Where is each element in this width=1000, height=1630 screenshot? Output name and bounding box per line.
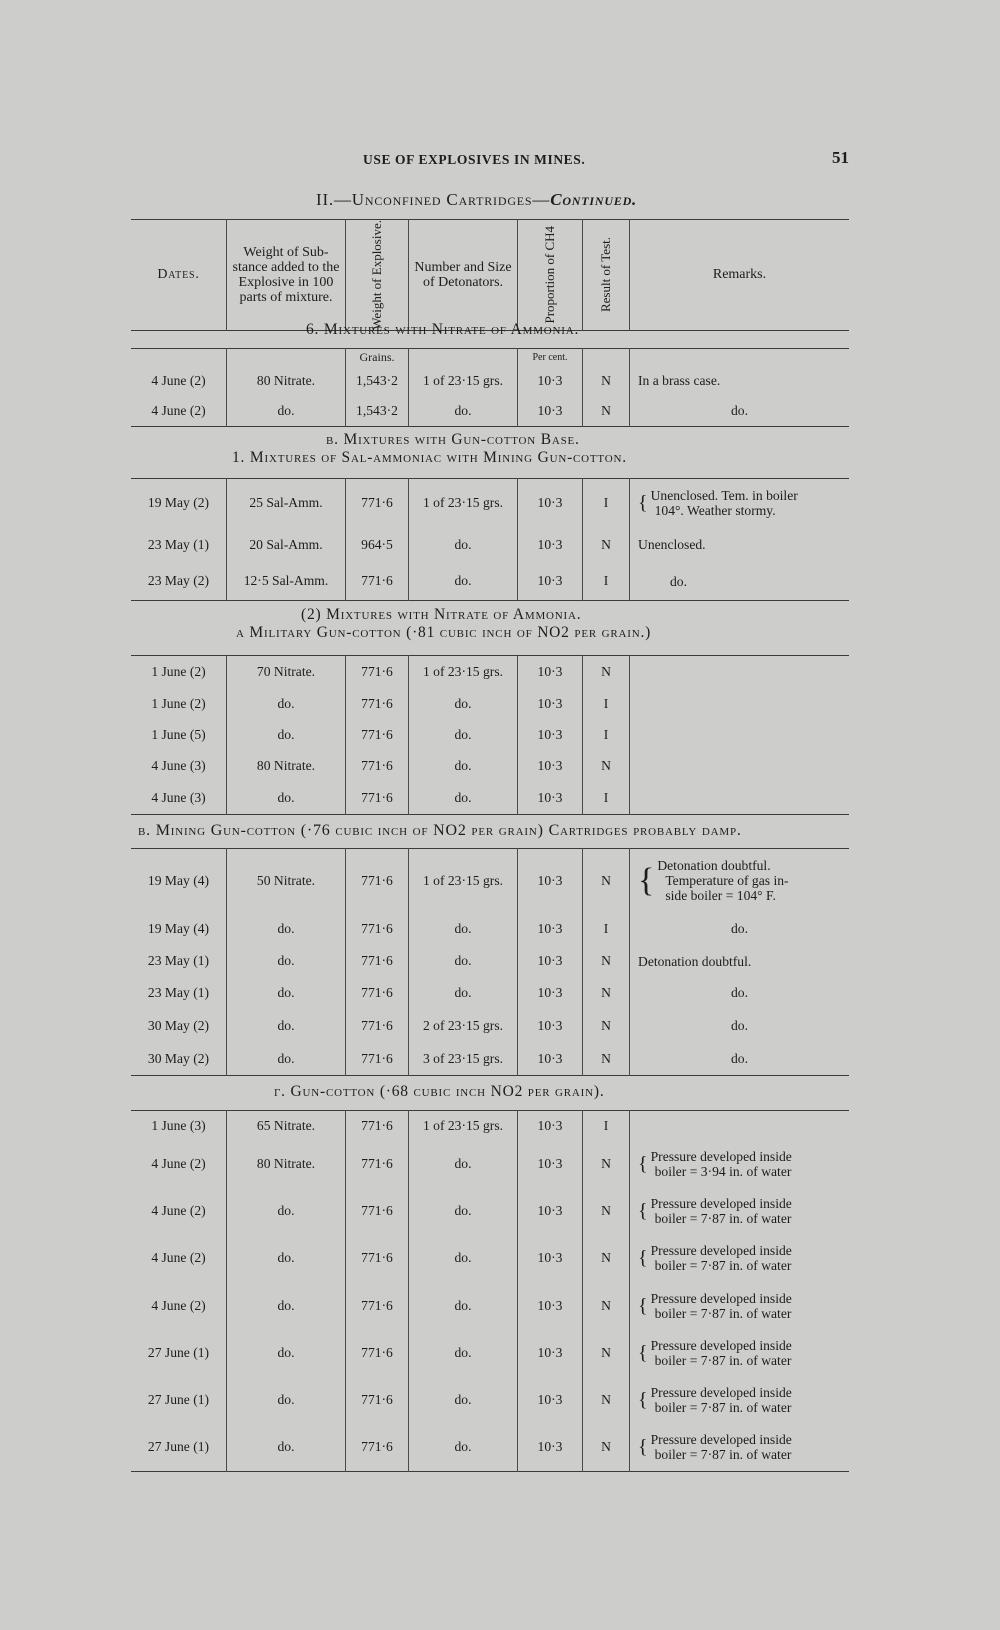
table-row: 4 June (2) 80 Nitrate. 1,543·2 1 of 23·15 grs. 10·3 N In a brass case. bbox=[131, 366, 849, 396]
brace: { bbox=[638, 1294, 648, 1317]
section-title: (2) Mixtures with Nitrate of Ammonia. bbox=[301, 606, 582, 623]
table-row: 30 May (2) do. 771·6 3 of 23·15 grs. 10·3 N do. bbox=[131, 1042, 849, 1075]
unit-label: Grains. bbox=[346, 349, 409, 366]
header-weight-explosive: Weight of Explosive. bbox=[346, 220, 409, 331]
table-row: 4 June (2) do. 1,543·2 do. 10·3 N do. bbox=[131, 396, 849, 427]
table-row: 27 June (1) do. 771·6 do. 10·3 N { Pressure developed inside boiler = 7·87 in. of water bbox=[131, 1329, 849, 1376]
section-title: b. Mixtures with Gun-cotton Base. bbox=[326, 431, 580, 448]
table-row: 23 May (1) do. 771·6 do. 10·3 N do. bbox=[131, 977, 849, 1009]
page-number: 51 bbox=[832, 148, 849, 167]
header-proportion: Proportion of CH4 bbox=[518, 220, 583, 331]
header-dates: Dates. bbox=[157, 267, 200, 283]
table-row: 23 May (2) 12·5 Sal-Amm. 771·6 do. 10·3 I do. bbox=[131, 563, 849, 601]
data-table bbox=[131, 655, 849, 815]
section-title: β. Mining Gun-cotton (·76 cubic inch of NO2 per grain) Cartridges probably damp. bbox=[138, 822, 742, 839]
running-head: USE OF EXPLOSIVES IN MINES. bbox=[363, 152, 586, 167]
data-table bbox=[131, 348, 849, 427]
table-row: 4 June (3) do. 771·6 do. 10·3 I bbox=[131, 782, 849, 814]
brace: { bbox=[638, 491, 648, 514]
table-row: 4 June (3) 80 Nitrate. 771·6 do. 10·3 N bbox=[131, 751, 849, 782]
unit-label: Per cent. bbox=[518, 349, 583, 366]
brace: { bbox=[638, 1200, 648, 1223]
table-row: 27 June (1) do. 771·6 do. 10·3 N { Pressure developed inside boiler = 7·87 in. of water bbox=[131, 1424, 849, 1472]
table-row: 1 June (2) 70 Nitrate. 771·6 1 of 23·15 grs. 10·3 N bbox=[131, 656, 849, 688]
table-title: II.—Unconfined Cartridges—Continued. bbox=[316, 190, 638, 209]
section-title: γ. Gun-cotton (·68 cubic inch NO2 per grain). bbox=[274, 1083, 605, 1100]
table-row: 4 June (2) 80 Nitrate. 771·6 do. 10·3 N { Pressure developed inside boiler = 3·94 in. of water bbox=[131, 1141, 849, 1188]
table-row: 1 June (5) do. 771·6 do. 10·3 I bbox=[131, 719, 849, 750]
header-detonators: Number and Size of Detonators. bbox=[409, 220, 518, 331]
brace: { bbox=[638, 1247, 648, 1270]
section-title: 6. Mixtures with Nitrate of Ammonia. bbox=[306, 321, 580, 338]
header-weight-substance: Weight of Sub-stance added to the Explosive in 100 parts of mixture. bbox=[227, 220, 346, 331]
table-row: 4 June (2) do. 771·6 do. 10·3 N { Pressure developed inside boiler = 7·87 in. of water bbox=[131, 1188, 849, 1235]
table-row: 4 June (2) do. 771·6 do. 10·3 N { Pressure developed inside boiler = 7·87 in. of water bbox=[131, 1235, 849, 1282]
table-row: 19 May (4) 50 Nitrate. 771·6 1 of 23·15 grs. 10·3 N { Detonation doubtful. Temperature of gas in- side boiler = 104° F. bbox=[131, 849, 849, 913]
header-remarks: Remarks. bbox=[630, 220, 850, 331]
table-row: 1 June (3) 65 Nitrate. 771·6 1 of 23·15 grs. 10·3 I bbox=[131, 1111, 849, 1141]
table-row: 19 May (2) 25 Sal-Amm. 771·6 1 of 23·15 grs. 10·3 I { Unenclosed. Tem. in boiler 104°. Weather stormy. bbox=[131, 479, 849, 527]
brace: { bbox=[638, 1388, 648, 1411]
table-row: 23 May (1) do. 771·6 do. 10·3 N Detonation doubtful. bbox=[131, 945, 849, 977]
brace: { bbox=[638, 861, 655, 899]
section-subtitle: α Military Gun-cotton (·81 cubic inch of NO2 per grain.) bbox=[236, 624, 652, 641]
data-table bbox=[131, 1110, 849, 1472]
table-row: 4 June (2) do. 771·6 do. 10·3 N { Pressure developed inside boiler = 7·87 in. of water bbox=[131, 1282, 849, 1329]
brace: { bbox=[638, 1341, 648, 1364]
brace: { bbox=[638, 1153, 648, 1176]
header-result: Result of Test. bbox=[583, 220, 630, 331]
table-row: 23 May (1) 20 Sal-Amm. 964·5 do. 10·3 N Unenclosed. bbox=[131, 527, 849, 563]
data-table bbox=[131, 848, 849, 1076]
section-subtitle: 1. Mixtures of Sal-ammoniac with Mining Gun-cotton. bbox=[232, 449, 627, 466]
brace: { bbox=[638, 1436, 648, 1459]
column-header-table bbox=[131, 219, 849, 331]
table-row: 30 May (2) do. 771·6 2 of 23·15 grs. 10·3 N do. bbox=[131, 1010, 849, 1042]
table-row: 1 June (2) do. 771·6 do. 10·3 I bbox=[131, 688, 849, 719]
data-table bbox=[131, 478, 849, 601]
table-row: 19 May (4) do. 771·6 do. 10·3 I do. bbox=[131, 913, 849, 945]
table-row: 27 June (1) do. 771·6 do. 10·3 N { Pressure developed inside boiler = 7·87 in. of water bbox=[131, 1376, 849, 1423]
